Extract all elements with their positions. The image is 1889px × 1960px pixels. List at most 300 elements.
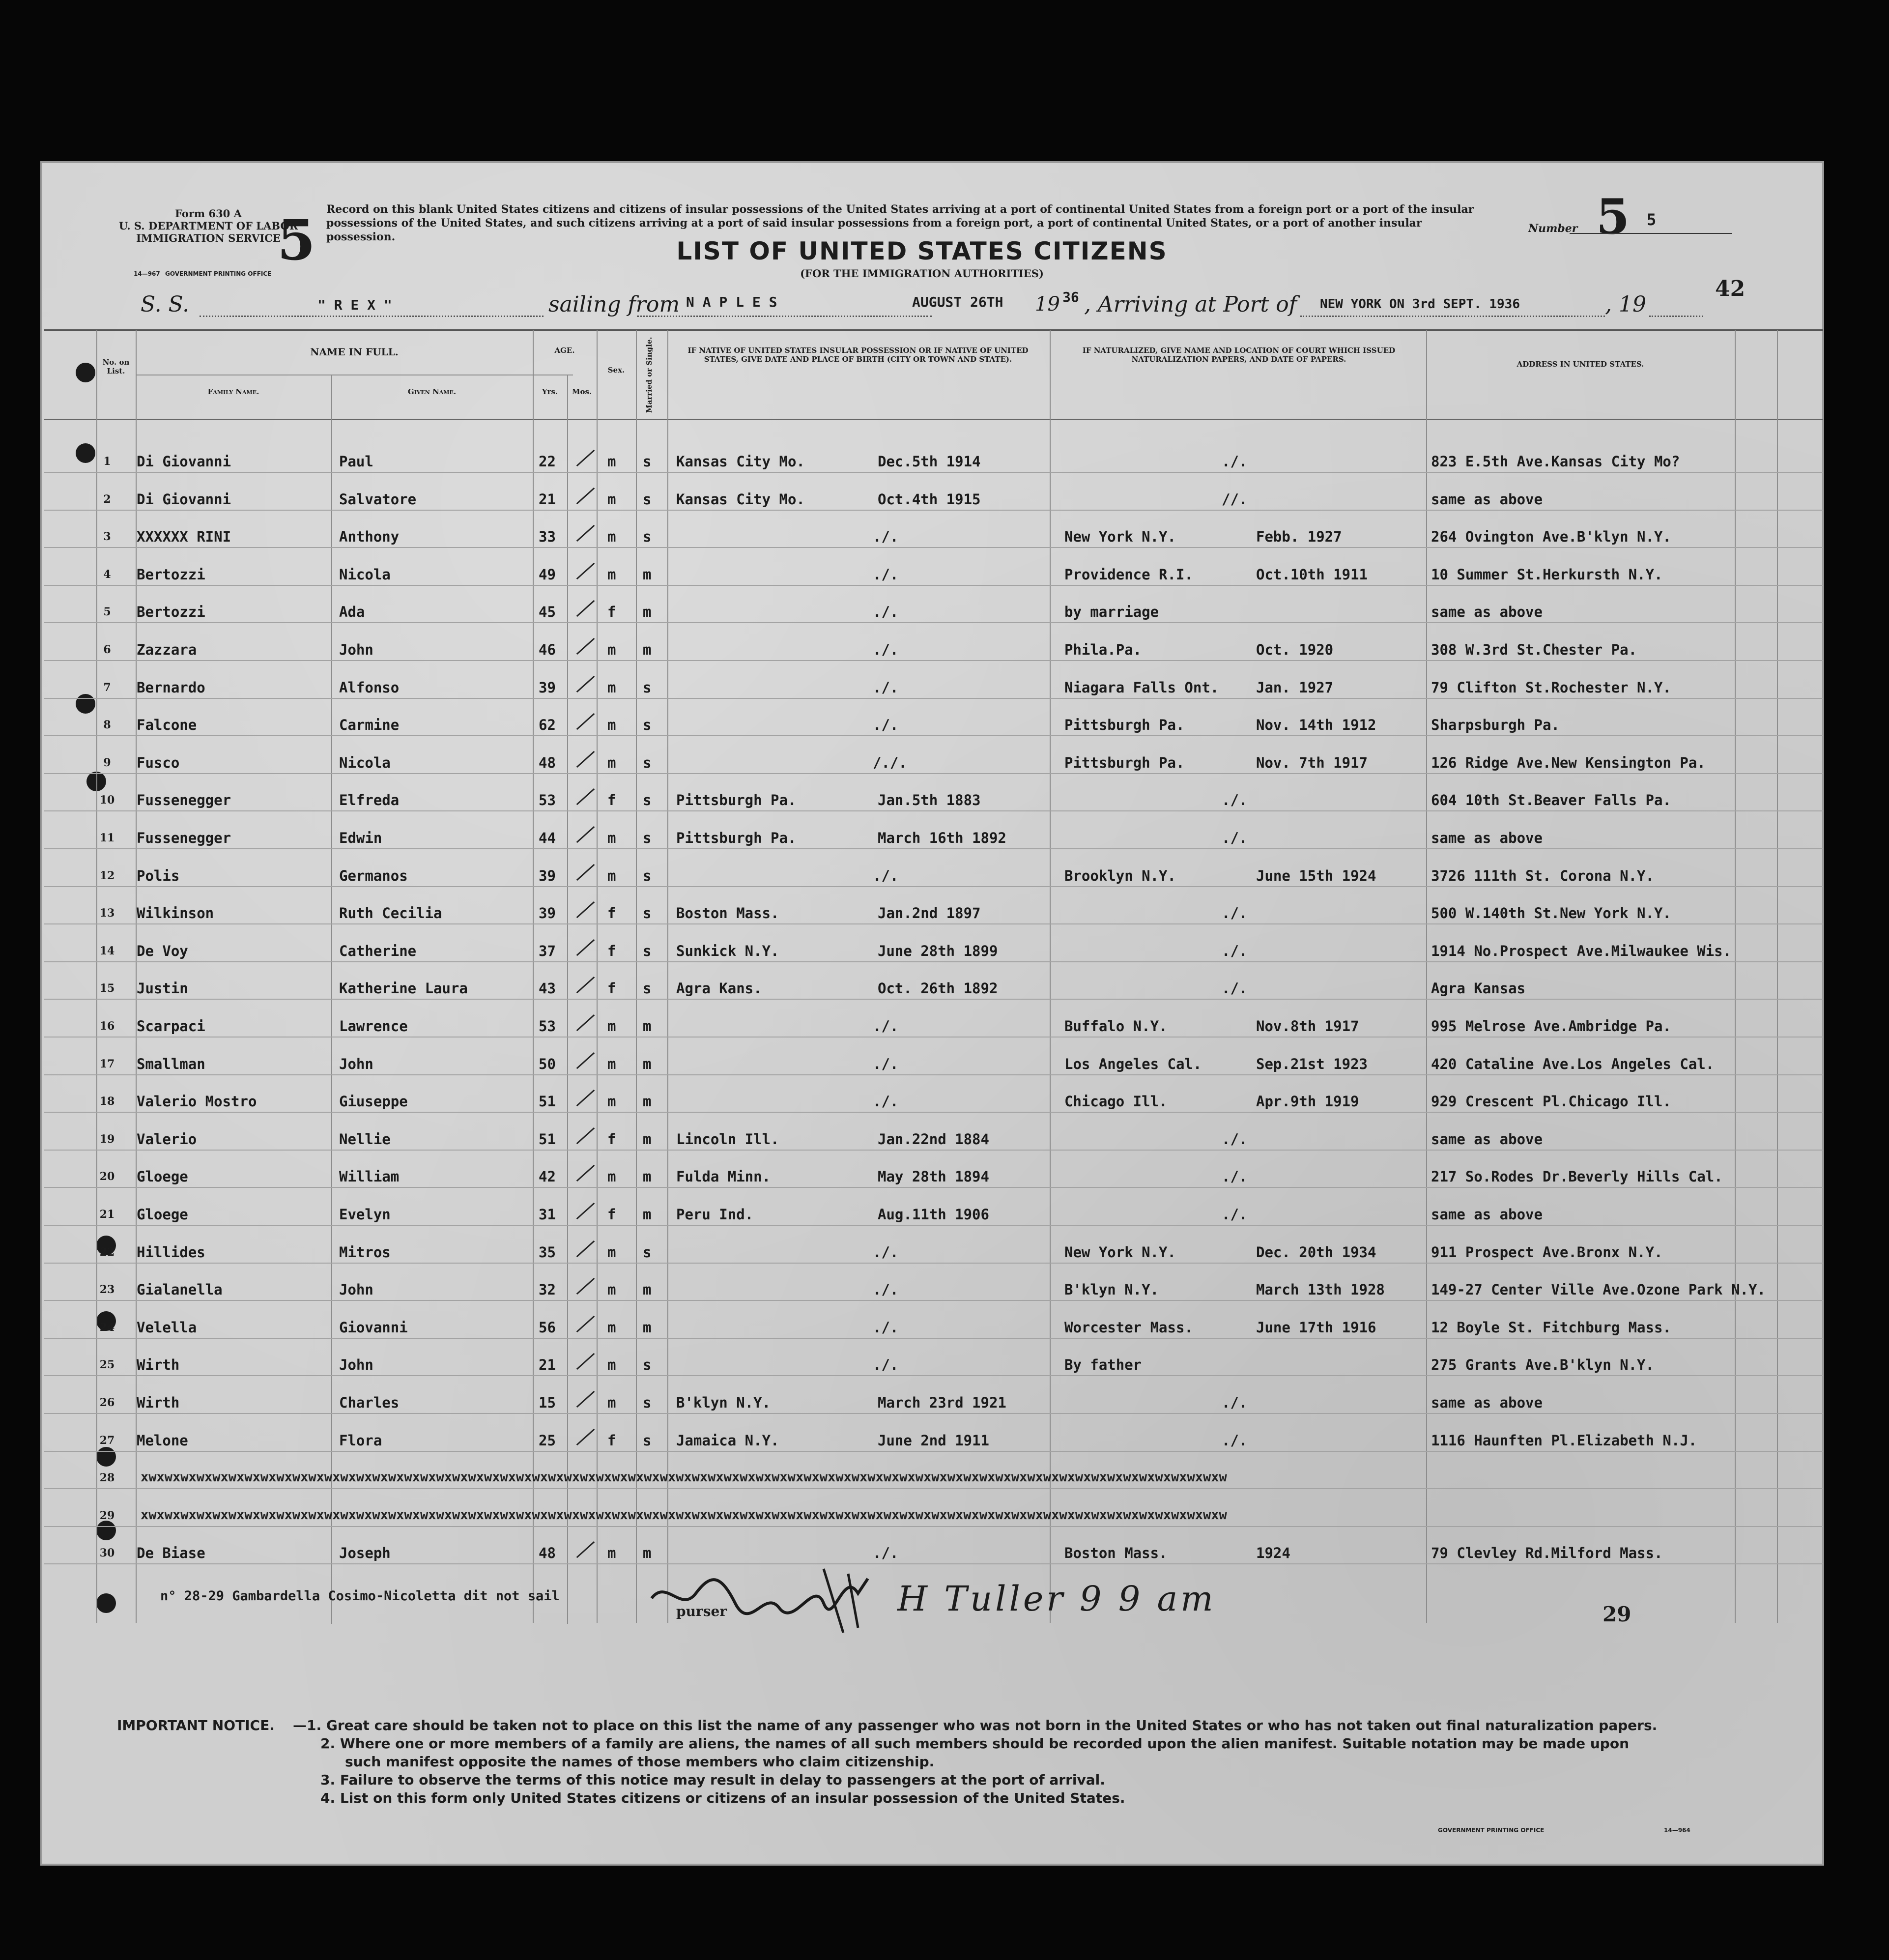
row-rule xyxy=(44,585,1823,586)
birth-ditto-mark: ./. xyxy=(873,1056,899,1072)
naturalization-ditto-mark: ./. xyxy=(1222,980,1248,997)
address: 823 E.5th Ave.Kansas City Mo? xyxy=(1431,453,1680,470)
naturalization-ditto-mark: ./. xyxy=(1222,830,1248,846)
side-number: 42 xyxy=(1715,276,1746,301)
address: 12 Boyle St. Fitchburg Mass. xyxy=(1431,1319,1671,1336)
given-name: Edwin xyxy=(339,830,382,846)
header-family-name: Family Name. xyxy=(207,387,259,396)
tick-mark xyxy=(576,1353,595,1370)
given-name: Anthony xyxy=(339,528,400,545)
family-name: Polis xyxy=(137,867,180,884)
header-age: AGE. xyxy=(554,346,575,355)
row-number: 17 xyxy=(99,1058,115,1070)
family-name: Di Giovanni xyxy=(137,491,231,508)
given-name: Nellie xyxy=(339,1131,391,1148)
row-number: 9 xyxy=(103,756,111,769)
sex: m xyxy=(607,1093,616,1110)
birth-place: Kansas City Mo. xyxy=(676,453,805,470)
row-number: 26 xyxy=(99,1396,115,1409)
given-name: Giovanni xyxy=(339,1319,408,1336)
naturalization-court: B'klyn N.Y. xyxy=(1064,1281,1159,1298)
family-name: Fusco xyxy=(137,754,180,771)
given-name: Joseph xyxy=(339,1545,391,1561)
given-name: Giuseppe xyxy=(339,1093,408,1110)
naturalization-date: March 13th 1928 xyxy=(1256,1281,1385,1298)
family-name: Gloege xyxy=(137,1168,188,1185)
naturalization-date: Oct.10th 1911 xyxy=(1256,566,1368,583)
sex: m xyxy=(607,1545,616,1561)
marital-status: m xyxy=(643,1206,652,1223)
age-years: 37 xyxy=(539,943,556,959)
port-underline xyxy=(637,316,932,317)
address: same as above xyxy=(1431,1131,1543,1148)
marital-status: m xyxy=(643,604,652,620)
arrival-underline xyxy=(1300,316,1605,317)
age-years: 51 xyxy=(539,1093,556,1110)
col-rule xyxy=(1777,330,1778,1623)
row-rule xyxy=(44,1563,1823,1564)
marital-status: m xyxy=(643,1281,652,1298)
sex: m xyxy=(607,641,616,658)
naturalization-date: Nov.8th 1917 xyxy=(1256,1018,1359,1035)
birth-date: Aug.11th 1906 xyxy=(878,1206,989,1223)
header-married-single: Married or Single. xyxy=(645,337,654,413)
tick-mark xyxy=(576,488,595,504)
address: 10 Summer St.Herkursth N.Y. xyxy=(1431,566,1663,583)
naturalization-ditto-mark: ./. xyxy=(1222,943,1248,959)
naturalization-date: June 15th 1924 xyxy=(1256,867,1376,884)
naturalization-date: Jan. 1927 xyxy=(1256,679,1334,696)
naturalization-ditto-mark: ./. xyxy=(1222,1206,1248,1223)
naturalization-date: Nov. 7th 1917 xyxy=(1256,754,1368,771)
row-rule xyxy=(44,1150,1823,1151)
birth-place: Fulda Minn. xyxy=(676,1168,771,1185)
row-number: 28 xyxy=(99,1471,115,1484)
naturalization-ditto-mark: ./. xyxy=(1222,453,1248,470)
family-name: Di Giovanni xyxy=(137,453,231,470)
tick-mark xyxy=(576,676,595,692)
birth-place: Pittsburgh Pa. xyxy=(676,792,797,808)
row-number: 14 xyxy=(99,945,115,957)
birth-place: Boston Mass. xyxy=(676,905,779,922)
tick-mark xyxy=(576,977,595,993)
given-name: Germanos xyxy=(339,867,408,884)
row-rule xyxy=(44,1112,1823,1113)
row-rule xyxy=(44,773,1823,774)
sex: f xyxy=(607,1131,616,1148)
cancelled-entry: xwxwxwxwxwxwxwxwxwxwxwxwxwxwxwxwxwxwxwxwxwxwxwxwxwxwxwxwxwxwxwxwxwxwxwxwxwxwxwxwxwxwxwxwxwxwxwxwxwxwxwxwxwxwxwxwxwxwxwxwxwxwxwxwxwxwxwxw xyxy=(141,1507,1227,1523)
col-rule xyxy=(636,330,637,1623)
naturalization-ditto-mark: //. xyxy=(1222,491,1248,508)
sex: m xyxy=(607,528,616,545)
marital-status: s xyxy=(643,905,652,922)
naturalization-court: Los Angeles Cal. xyxy=(1064,1056,1202,1072)
marital-status: m xyxy=(643,1545,652,1561)
marital-status: s xyxy=(643,679,652,696)
row-rule xyxy=(44,886,1823,887)
family-name: Melone xyxy=(137,1432,188,1449)
given-name: Paul xyxy=(339,453,373,470)
tick-mark xyxy=(576,600,595,617)
page-count: 29 xyxy=(1603,1602,1631,1626)
age-years: 42 xyxy=(539,1168,556,1185)
birth-date: Oct. 26th 1892 xyxy=(878,980,998,997)
row-rule xyxy=(44,1375,1823,1376)
family-name: Falcone xyxy=(137,717,197,733)
age-years: 53 xyxy=(539,1018,556,1035)
birth-place: Peru Ind. xyxy=(676,1206,754,1223)
family-name: Bertozzi xyxy=(137,566,205,583)
given-name: John xyxy=(339,641,373,658)
row-rule xyxy=(44,1187,1823,1188)
naturalization-court: Boston Mass. xyxy=(1064,1545,1168,1561)
page-title: LIST OF UNITED STATES CITIZENS xyxy=(676,237,1168,265)
age-years: 25 xyxy=(539,1432,556,1449)
marital-status: s xyxy=(643,528,652,545)
row-rule xyxy=(44,735,1823,736)
header-naturalized: IF NATURALIZED, GIVE NAME AND LOCATION OF COURT WHICH ISSUED NATURALIZATION PAPERS, AND DATE OF PAPERS. xyxy=(1082,346,1396,364)
header-given-name: Given Name. xyxy=(407,387,457,396)
sex: m xyxy=(607,717,616,733)
family-name: Gloege xyxy=(137,1206,188,1223)
family-name: Bernardo xyxy=(137,679,205,696)
birth-ditto-mark: ./. xyxy=(873,1319,899,1336)
marital-status: s xyxy=(643,453,652,470)
not-sail-note: n° 28-29 Gambardella Cosimo-Nicoletta dit not sail xyxy=(160,1588,560,1604)
header-mos: Mos. xyxy=(572,387,592,396)
marital-status: m xyxy=(643,1093,652,1110)
birth-place: Jamaica N.Y. xyxy=(676,1432,779,1449)
row-number: 22 xyxy=(99,1246,115,1259)
address: 217 So.Rodes Dr.Beverly Hills Cal. xyxy=(1431,1168,1723,1185)
address: 1914 No.Prospect Ave.Milwaukee Wis. xyxy=(1431,943,1732,959)
marital-status: m xyxy=(643,566,652,583)
family-name: Valerio Mostro xyxy=(137,1093,257,1110)
table-top-border xyxy=(44,329,1823,331)
naturalization-ditto-mark: ./. xyxy=(1222,1131,1248,1148)
naturalization-court: New York N.Y. xyxy=(1064,1244,1176,1261)
punch-hole xyxy=(96,1447,116,1467)
row-number: 6 xyxy=(103,643,111,656)
marital-status: m xyxy=(643,1056,652,1072)
address: 1116 Haunften Pl.Elizabeth N.J. xyxy=(1431,1432,1697,1449)
address: 275 Grants Ave.B'klyn N.Y. xyxy=(1431,1356,1654,1373)
punch-hole xyxy=(76,694,95,714)
birth-place: Pittsburgh Pa. xyxy=(676,830,797,846)
page-subtitle: (FOR THE IMMIGRATION AUTHORITIES) xyxy=(800,267,1044,280)
tick-mark xyxy=(576,788,595,805)
naturalization-court: Niagara Falls Ont. xyxy=(1064,679,1219,696)
tick-mark xyxy=(576,1052,595,1069)
address: Agra Kansas xyxy=(1431,980,1526,997)
marital-status: s xyxy=(643,943,652,959)
punch-hole xyxy=(96,1521,116,1540)
tick-mark xyxy=(576,1278,595,1295)
family-name: Velella xyxy=(137,1319,197,1336)
age-years: 56 xyxy=(539,1319,556,1336)
given-name: John xyxy=(339,1056,373,1072)
marital-status: m xyxy=(643,1319,652,1336)
sailing-label: sailing from xyxy=(548,292,680,317)
print-office: GOVERNMENT PRINTING OFFICE xyxy=(165,270,272,277)
birth-ditto-mark: ./. xyxy=(873,867,899,884)
row-number: 29 xyxy=(99,1509,115,1522)
row-rule xyxy=(44,1488,1823,1489)
arriving-label: , Arriving at Port of xyxy=(1084,292,1297,317)
row-number: 3 xyxy=(103,530,111,543)
sex: f xyxy=(607,604,616,620)
family-name: Fussenegger xyxy=(137,830,231,846)
sex: m xyxy=(607,867,616,884)
birth-ditto-mark: /./. xyxy=(873,754,907,771)
birth-date: Oct.4th 1915 xyxy=(878,491,981,508)
sex: m xyxy=(607,1394,616,1411)
header-sex: Sex. xyxy=(607,366,625,375)
col-rule xyxy=(1050,330,1051,1623)
row-rule xyxy=(44,1037,1823,1038)
tick-mark xyxy=(576,525,595,542)
row-rule xyxy=(44,923,1823,924)
naturalization-date: Apr.9th 1919 xyxy=(1256,1093,1359,1110)
marital-status: m xyxy=(643,1018,652,1035)
row-number: 30 xyxy=(99,1547,115,1559)
sex: m xyxy=(607,1018,616,1035)
address: same as above xyxy=(1431,1394,1543,1411)
naturalization-date: Dec. 20th 1934 xyxy=(1256,1244,1376,1261)
row-number: 24 xyxy=(99,1321,115,1334)
tick-mark xyxy=(576,1203,595,1219)
row-rule xyxy=(44,1074,1823,1075)
tick-mark xyxy=(576,1014,595,1031)
age-years: 22 xyxy=(539,453,556,470)
given-name: Ruth Cecilia xyxy=(339,905,442,922)
ship-name: " R E X " xyxy=(317,297,392,313)
address: 995 Melrose Ave.Ambridge Pa. xyxy=(1431,1018,1671,1035)
age-years: 21 xyxy=(539,1356,556,1373)
header-address: ADDRESS IN UNITED STATES. xyxy=(1517,360,1644,369)
notice-item-2-cont: such manifest opposite the names of those members who claim citizenship. xyxy=(345,1754,935,1770)
given-name: Salvatore xyxy=(339,491,417,508)
age-years: 51 xyxy=(539,1131,556,1148)
col-rule xyxy=(331,375,332,1624)
header-birth: IF NATIVE OF UNITED STATES INSULAR POSSESSION OR IF NATIVE OF UNITED STATES, GIVE DATE AND PLACE OF BIRTH (CITY OR TOWN AND STATE). xyxy=(687,346,1029,364)
marital-status: s xyxy=(643,867,652,884)
age-years: 53 xyxy=(539,792,556,808)
tick-mark xyxy=(576,751,595,768)
address: 149-27 Center Ville Ave.Ozone Park N.Y. xyxy=(1431,1281,1766,1298)
inspector-note: H Tuller 9 9 am xyxy=(897,1579,1216,1619)
address: same as above xyxy=(1431,491,1543,508)
purser-label: purser xyxy=(676,1603,727,1619)
birth-ditto-mark: ./. xyxy=(873,679,899,696)
row-rule xyxy=(44,848,1823,849)
sex: m xyxy=(607,830,616,846)
print-code: 14—967 xyxy=(134,270,160,277)
address: 264 Ovington Ave.B'klyn N.Y. xyxy=(1431,528,1671,545)
row-rule xyxy=(44,622,1823,623)
punch-hole xyxy=(96,1593,116,1613)
age-years: 44 xyxy=(539,830,556,846)
marital-status: s xyxy=(643,1432,652,1449)
arrival-port: NEW YORK ON 3rd SEPT. 1936 xyxy=(1320,297,1520,312)
sex: f xyxy=(607,792,616,808)
given-name: Elfreda xyxy=(339,792,400,808)
age-years: 45 xyxy=(539,604,556,620)
given-name: John xyxy=(339,1356,373,1373)
col-rule xyxy=(136,330,137,1623)
header-yrs: Yrs. xyxy=(542,387,558,396)
naturalization-court: New York N.Y. xyxy=(1064,528,1176,545)
given-name: Katherine Laura xyxy=(339,980,468,997)
col-rule xyxy=(533,330,534,1623)
birth-date: Jan.22nd 1884 xyxy=(878,1131,989,1148)
col-rule xyxy=(96,330,97,1623)
tick-mark xyxy=(576,864,595,881)
departure-date: AUGUST 26TH xyxy=(912,294,1003,310)
naturalization-date: Oct. 1920 xyxy=(1256,641,1334,658)
row-number: 19 xyxy=(99,1133,115,1146)
notice-item-4: 4. List on this form only United States citizens or citizens of an insular possession of the United States. xyxy=(320,1790,1125,1806)
naturalization-court: Providence R.I. xyxy=(1064,566,1193,583)
sex: f xyxy=(607,1432,616,1449)
row-rule xyxy=(44,999,1823,1000)
punch-hole xyxy=(76,363,95,382)
row-rule xyxy=(44,1451,1823,1452)
given-name: Ada xyxy=(339,604,365,620)
birth-ditto-mark: ./. xyxy=(873,1281,899,1298)
birth-date: June 28th 1899 xyxy=(878,943,998,959)
family-name: Fussenegger xyxy=(137,792,231,808)
naturalization-court: By father xyxy=(1064,1356,1142,1373)
age-years: 39 xyxy=(539,905,556,922)
given-name: John xyxy=(339,1281,373,1298)
age-years: 49 xyxy=(539,566,556,583)
row-number: 2 xyxy=(103,493,111,506)
sex: f xyxy=(607,905,616,922)
address: 79 Clifton St.Rochester N.Y. xyxy=(1431,679,1671,696)
row-number: 23 xyxy=(99,1283,115,1296)
birth-place: Agra Kans. xyxy=(676,980,762,997)
marital-status: m xyxy=(643,1168,652,1185)
row-rule xyxy=(44,1526,1823,1527)
number-label: Number xyxy=(1528,222,1578,235)
birth-ditto-mark: ./. xyxy=(873,641,899,658)
address: same as above xyxy=(1431,830,1543,846)
given-name: Carmine xyxy=(339,717,400,733)
row-number: 1 xyxy=(103,455,111,468)
naturalization-court: by marriage xyxy=(1064,604,1159,620)
notice-item-2: 2. Where one or more members of a family are aliens, the names of all such members should be recorded upon the alien manifest. Suitable notation may be made upon xyxy=(320,1735,1630,1752)
address: 308 W.3rd St.Chester Pa. xyxy=(1431,641,1637,658)
notice-heading: IMPORTANT NOTICE. xyxy=(117,1717,275,1733)
tick-mark xyxy=(576,1090,595,1106)
sex: m xyxy=(607,1356,616,1373)
age-years: 43 xyxy=(539,980,556,997)
given-name: Mitros xyxy=(339,1244,391,1261)
row-rule xyxy=(44,1300,1823,1301)
sex: m xyxy=(607,679,616,696)
naturalization-court: Worcester Mass. xyxy=(1064,1319,1193,1336)
birth-place: Sunkick N.Y. xyxy=(676,943,779,959)
birth-place: Kansas City Mo. xyxy=(676,491,805,508)
age-years: 39 xyxy=(539,679,556,696)
birth-ditto-mark: ./. xyxy=(873,717,899,733)
row-rule xyxy=(44,1413,1823,1414)
tick-mark xyxy=(576,1127,595,1144)
age-years: 46 xyxy=(539,641,556,658)
address: Sharpsburgh Pa. xyxy=(1431,717,1560,733)
row-number: 16 xyxy=(99,1020,115,1033)
age-years: 33 xyxy=(539,528,556,545)
tick-mark xyxy=(576,1165,595,1182)
tick-mark xyxy=(576,1391,595,1408)
row-number: 12 xyxy=(99,869,115,882)
birth-ditto-mark: ./. xyxy=(873,604,899,620)
birth-ditto-mark: ./. xyxy=(873,1545,899,1561)
marital-status: s xyxy=(643,792,652,808)
naturalization-court: Chicago Ill. xyxy=(1064,1093,1168,1110)
record-instructions: Record on this blank United States citizens and citizens of insular possessions of the United States arriving at a port of continental United States from a foreign port or a port of the insular possessions of the United States, and such citizens arriving at a port of said insular possessions from a foreign port, a port of continental United States, or a port of another insular possession. xyxy=(326,203,1474,243)
sex: m xyxy=(607,1168,616,1185)
address: 420 Cataline Ave.Los Angeles Cal. xyxy=(1431,1056,1715,1072)
birth-date: March 16th 1892 xyxy=(878,830,1006,846)
family-name: Wilkinson xyxy=(137,905,214,922)
row-rule xyxy=(44,810,1823,811)
row-number: 11 xyxy=(99,832,115,844)
row-rule xyxy=(44,1225,1823,1226)
naturalization-ditto-mark: ./. xyxy=(1222,905,1248,922)
header-bottom-border xyxy=(44,419,1823,420)
col-rule xyxy=(567,375,568,1624)
sex: f xyxy=(607,980,616,997)
marital-status: m xyxy=(643,1131,652,1148)
marital-status: s xyxy=(643,491,652,508)
row-number: 10 xyxy=(99,794,115,807)
list-number: 5 xyxy=(1596,189,1630,245)
family-name: Hillides xyxy=(137,1244,205,1261)
gpo-code: 14—964 xyxy=(1664,1827,1690,1834)
family-name: Scarpaci xyxy=(137,1018,205,1035)
punch-hole xyxy=(76,443,95,463)
family-name: Wirth xyxy=(137,1356,180,1373)
sex: f xyxy=(607,943,616,959)
col-rule xyxy=(597,330,598,1623)
header-name-in-full: NAME IN FULL. xyxy=(310,346,399,358)
row-number: 8 xyxy=(103,719,111,731)
given-name: William xyxy=(339,1168,400,1185)
row-number: 13 xyxy=(99,907,115,920)
naturalization-ditto-mark: ./. xyxy=(1222,1394,1248,1411)
naturalization-date: Nov. 14th 1912 xyxy=(1256,717,1376,733)
tick-mark xyxy=(576,1541,595,1558)
row-number: 7 xyxy=(103,681,111,694)
age-years: 21 xyxy=(539,491,556,508)
row-number: 18 xyxy=(99,1095,115,1108)
birth-date: May 28th 1894 xyxy=(878,1168,989,1185)
marital-status: s xyxy=(643,980,652,997)
birth-ditto-mark: ./. xyxy=(873,1244,899,1261)
cancelled-entry: xwxwxwxwxwxwxwxwxwxwxwxwxwxwxwxwxwxwxwxwxwxwxwxwxwxwxwxwxwxwxwxwxwxwxwxwxwxwxwxwxwxwxwxwxwxwxwxwxwxwxwxwxwxwxwxwxwxwxwxwxwxwxwxwxwxwxwxw xyxy=(141,1470,1227,1485)
given-name: Nicola xyxy=(339,566,391,583)
row-number: 5 xyxy=(103,605,111,618)
address: same as above xyxy=(1431,1206,1543,1223)
row-number: 25 xyxy=(99,1358,115,1371)
row-rule xyxy=(44,1338,1823,1339)
row-number: 15 xyxy=(99,982,115,995)
naturalization-ditto-mark: ./. xyxy=(1222,1432,1248,1449)
row-rule xyxy=(44,660,1823,661)
naturalization-date: June 17th 1916 xyxy=(1256,1319,1376,1336)
